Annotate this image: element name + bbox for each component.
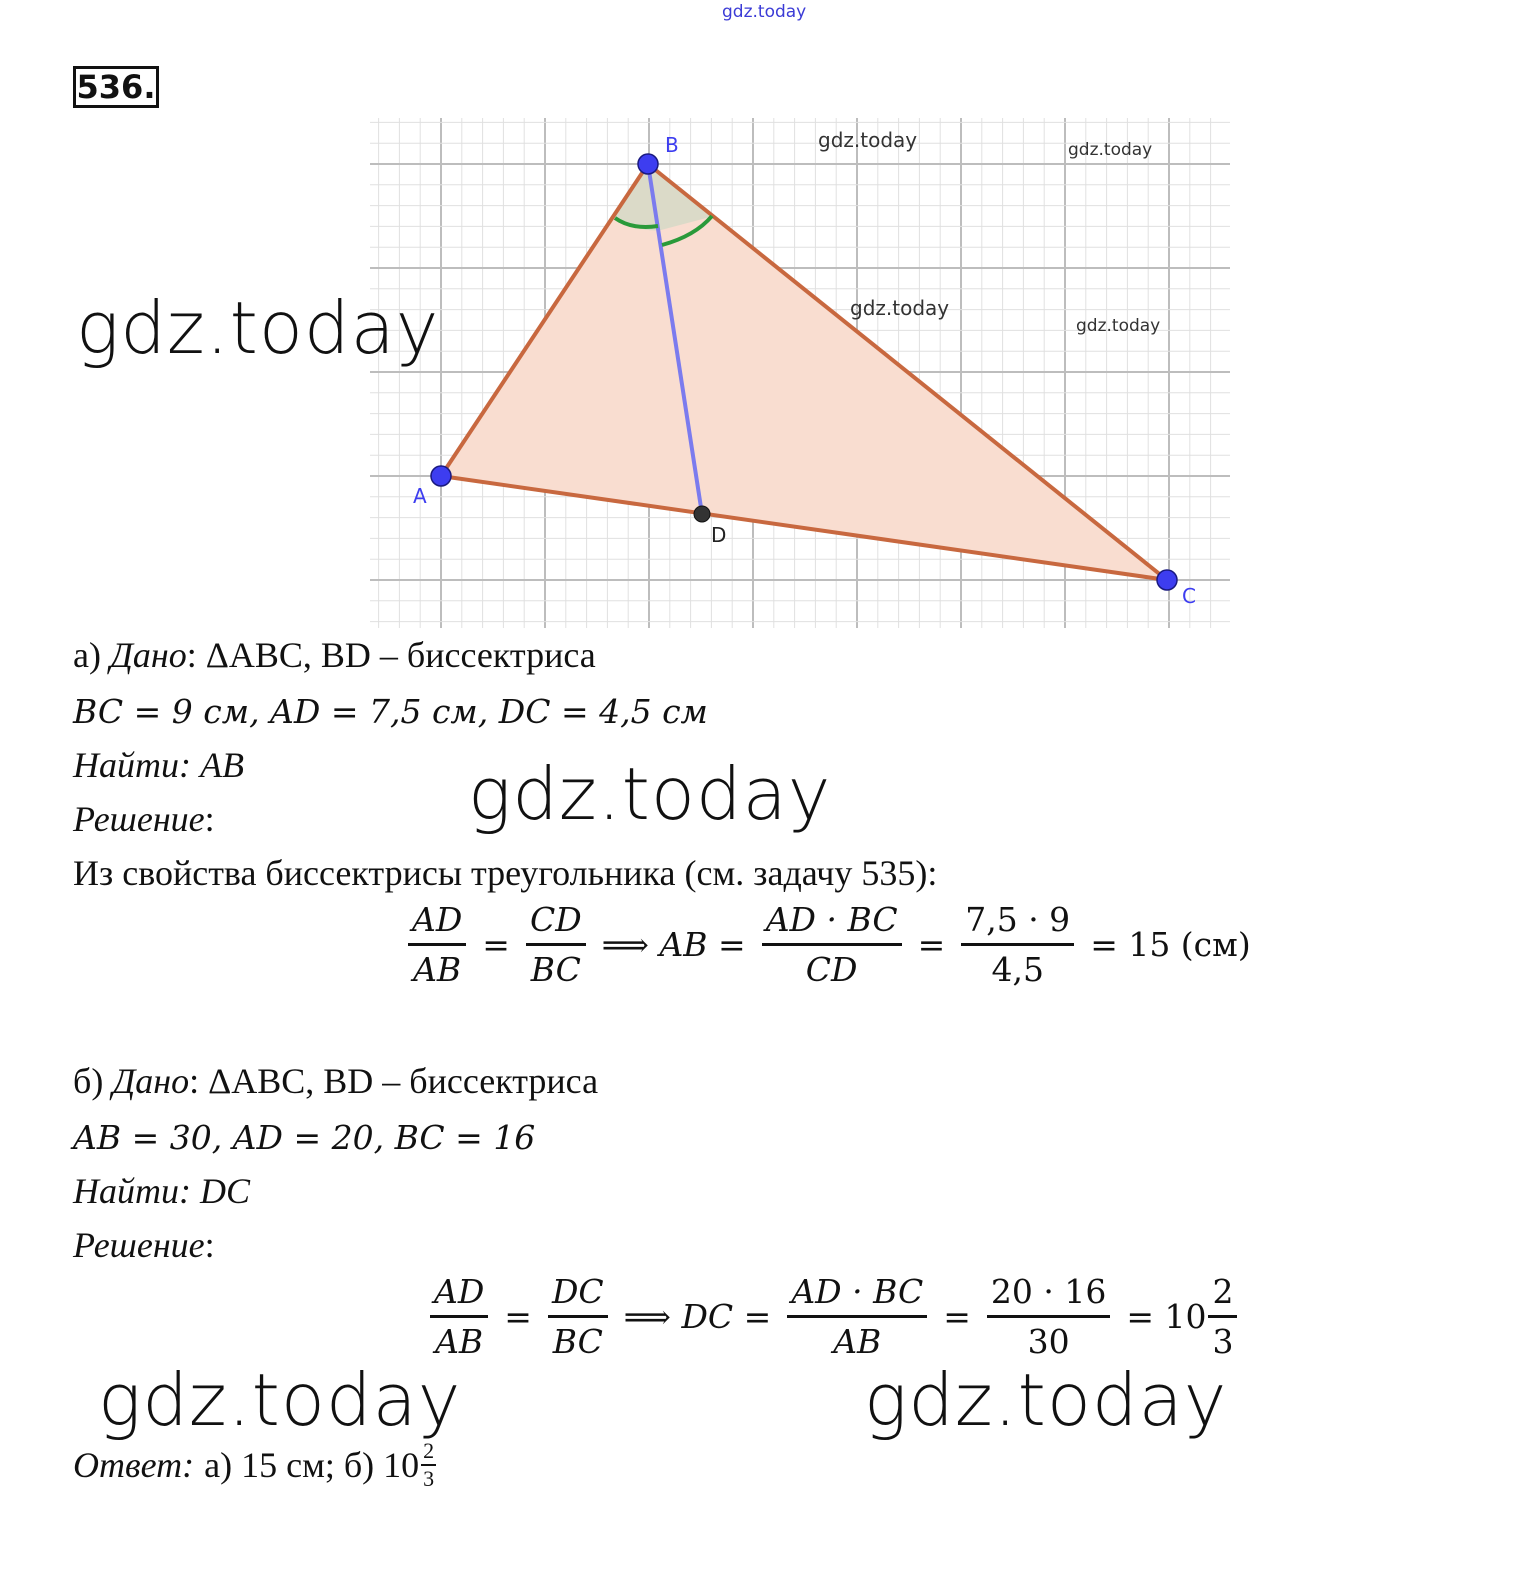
point-a [431,466,451,486]
point-c [1157,570,1177,590]
watermark-big-3: gdz.today [98,1358,462,1442]
part-b-equation: $\frac{AD}{AB}$ = $\frac{DC}{BC}$ ⟹ DC = $\frac{AD \cdot BC}{AB}$ = $\frac{20 \cdot 16}{30}$ = 10 $\frac{2}{3}$ [422,1272,1245,1361]
triangle-figure [370,118,1230,628]
watermark-small-2: gdz.today [1068,140,1153,160]
label-d: D [711,523,727,547]
watermark-small-1: gdz.today [818,128,918,152]
part-a-values: BC = 9 см, AD = 7,5 см, DC = 4,5 см [73,692,708,731]
watermark-big-2: gdz.today [468,752,832,836]
point-d [694,506,710,522]
label-b: B [665,133,679,157]
watermark-big-4: gdz.today [864,1358,1228,1442]
part-b-values: AB = 30, AD = 20, BC = 16 [73,1118,536,1157]
part-b-solution-label: Решение: [73,1225,215,1265]
label-c: C [1182,584,1196,608]
point-b [638,154,658,174]
part-a-property-text: Из свойства биссектрисы треугольника (см. задачу 535): [73,853,938,893]
part-b-given: б) Дано: ΔABC, BD – биссектриса [73,1061,599,1101]
answer-label: Ответ: [73,1445,195,1485]
watermark-small-4: gdz.today [1076,316,1161,336]
watermark-big-1: gdz.today [76,286,440,370]
part-a-given: а) Дано: ΔABC, BD – биссектриса [73,635,596,675]
problem-number: 536. [73,66,159,108]
part-a-equation: $\frac{AD}{AB}$ = $\frac{CD}{BC}$ ⟹ AB = $\frac{AD \cdot BC}{CD}$ = $\frac{7,5 \cdot 9}{4,5}$ = 15 (см) [400,900,1259,989]
part-a-solution-label: Решение: [73,799,215,839]
answer-fraction: $\frac{2}{3}$ [423,1438,435,1491]
answer-text: а) 15 см; б) 10 [204,1445,420,1485]
watermark-top: gdz.today [722,2,807,22]
part-a-find: Найти: AB [73,745,244,785]
label-a: A [413,484,427,508]
watermark-small-3: gdz.today [850,296,950,320]
part-b-find: Найти: DC [73,1171,250,1211]
answer-line [73,1438,436,1492]
